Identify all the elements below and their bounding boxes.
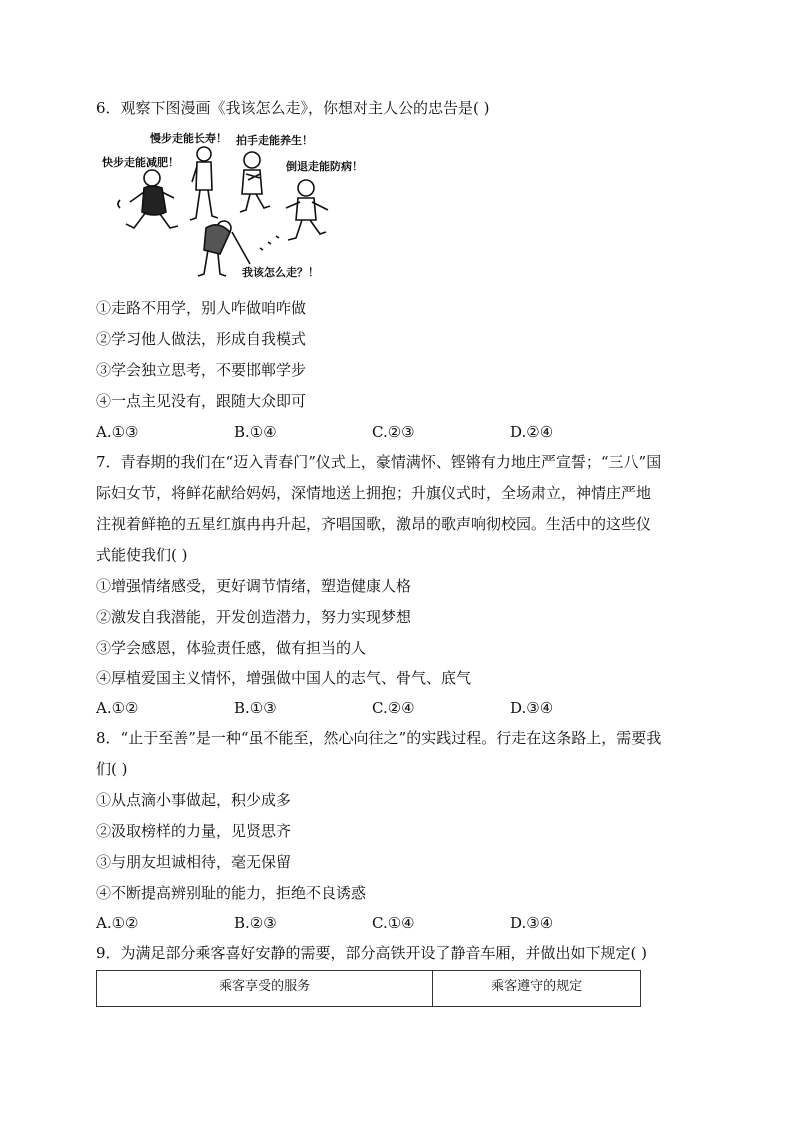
cartoon-label-fast: 快步走能减肥！ [102, 156, 179, 169]
walking-cartoon-illustration [100, 128, 368, 286]
cartoon-label-slow: 慢步走能长寿！ [150, 132, 227, 145]
q8-item-3: ③与朋友坦诚相待，毫无保留 [96, 853, 292, 871]
q8-option-c[interactable]: C.①④ [372, 914, 415, 932]
table-header-row [97, 971, 641, 1007]
q6-option-b[interactable]: B.①④ [234, 423, 277, 441]
backward-walker-figure [260, 180, 328, 250]
q7-option-d[interactable]: D.③④ [510, 699, 554, 717]
cartoon-label-clap: 拍手走能养生！ [236, 134, 313, 147]
q8-item-1: ①从点滴小事做起，积少成多 [96, 791, 292, 809]
cartoon-label-me: 我该怎么走？！ [242, 266, 319, 279]
q6-option-a[interactable]: A.①③ [96, 423, 139, 441]
q8-item-2: ②汲取榜样的力量，见贤思齐 [96, 822, 292, 840]
q7-option-a[interactable]: A.①② [96, 699, 139, 717]
q8-option-b[interactable]: B.②③ [234, 914, 277, 932]
slow-walker-figure [190, 147, 218, 220]
q7-option-b[interactable]: B.①③ [234, 699, 277, 717]
q7-item-3: ③学会感恩，体验责任感，做有担当的人 [96, 639, 367, 657]
q8-item-4: ④不断提高辨别耻的能力，拒绝不良诱惑 [96, 884, 367, 902]
q6-item-1: ①走路不用学，别人咋做咱咋做 [96, 299, 307, 317]
table-header-rules: 乘客遵守的规定 [433, 971, 641, 1007]
table-header-services: 乘客享受的服务 [97, 971, 433, 1007]
q8-stem-line-2: 们( ) [96, 760, 128, 778]
q9-rules-table [96, 970, 641, 1007]
q7-stem-line-1: 7．青春期的我们在“迈入青春门”仪式上，豪情满怀、铿锵有力地庄严宣誓；“三八”国 [96, 453, 662, 471]
clapping-walker-figure [240, 152, 270, 212]
q7-option-c[interactable]: C.②④ [372, 699, 415, 717]
q6-item-3: ③学会独立思考，不要邯郸学步 [96, 361, 307, 379]
q7-item-4: ④厚植爱国主义情怀，增强做中国人的志气、骨气、底气 [96, 669, 472, 687]
q8-stem-line-1: 8．“止于至善”是一种“虽不能至，然心向往之”的实践过程。行走在这条路上，需要我 [96, 729, 662, 747]
q6-item-4: ④一点主见没有，跟随大众即可 [96, 392, 307, 410]
q6-stem: 6．观察下图漫画《我该怎么走》，你想对主人公的忠告是( ) [96, 99, 490, 117]
q7-item-2: ②激发自我潜能，开发创造潜力，努力实现梦想 [96, 608, 412, 626]
cartoon-label-back: 倒退走能防病！ [286, 160, 363, 173]
q8-option-d[interactable]: D.③④ [510, 914, 554, 932]
q6-item-2: ②学习他人做法，形成自我模式 [96, 330, 307, 348]
q7-stem-line-3: 注视着鲜艳的五星红旗冉冉升起，齐唱国歌，激昂的歌声响彻校园。生活中的这些仪 [96, 515, 652, 533]
q7-item-1: ①增强情绪感受，更好调节情绪，塑造健康人格 [96, 577, 412, 595]
q9-stem: 9．为满足部分乘客喜好安静的需要，部分高铁开设了静音车厢，并做出如下规定( ) [96, 944, 648, 962]
q8-option-a[interactable]: A.①② [96, 914, 139, 932]
q7-stem-line-2: 际妇女节，将鲜花献给妈妈，深情地送上拥抱；升旗仪式时，全场肃立，神情庄严地 [96, 484, 652, 502]
q6-option-d[interactable]: D.②④ [510, 423, 554, 441]
q6-option-c[interactable]: C.②③ [372, 423, 415, 441]
q7-stem-line-4: 式能使我们( ) [96, 546, 188, 564]
fast-walker-figure [118, 170, 178, 228]
